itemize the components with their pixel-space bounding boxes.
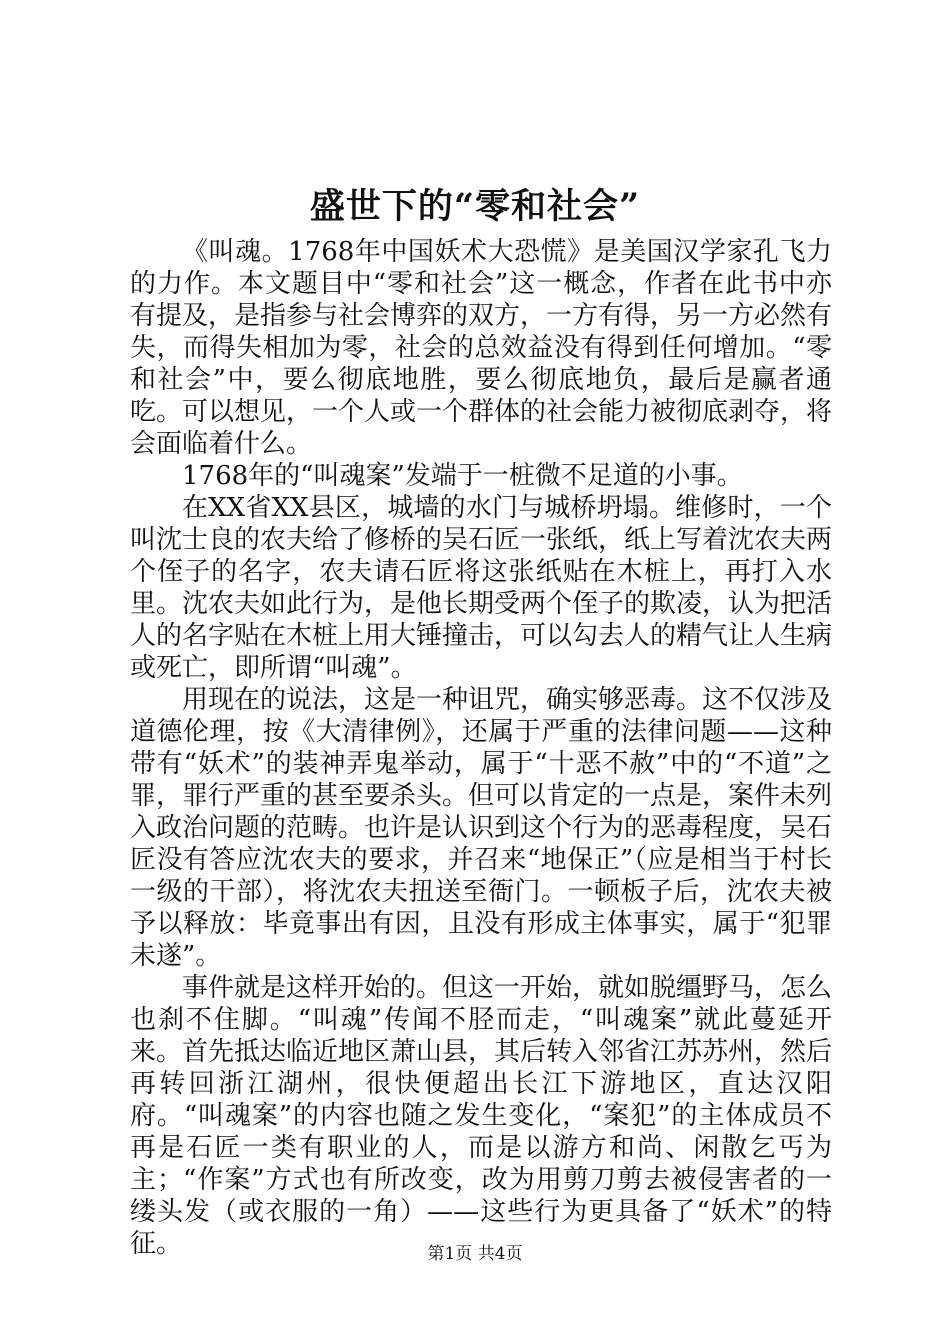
paragraph-3: 在XX省XX县区，城墙的水门与城桥坍塌。维修时，一个叫沈士良的农夫给了修桥的吴石匠一张纸，纸上写着沈农夫两个侄子的名字，农夫请石匠将这张纸贴在木桩上，再打入水里。沈农夫如此行为，是他长期受两个侄子的欺凌，认为把活人的名字贴在木桩上用大锤撞击，可以勾去人的精气让人生病或死亡，即所谓“叫魂”。	[130, 493, 833, 683]
paragraph-1: 《叫魂。1768年中国妖术大恐慌》是美国汉学家孔飞力的力作。本文题目中“零和社会”这一概念，作者在此书中亦有提及，是指参与社会博弈的双方，一方有得，另一方必然有失，而得失相加为零，社会的总效益没有得到任何增加。“零和社会”中，要么彻底地胜，要么彻底地负，最后是赢者通吃。可以想见，一个人或一个群体的社会能力被彻底剥夺，将会面临着什么。	[130, 237, 833, 459]
paragraph-4: 用现在的说法，这是一种诅咒，确实够恶毒。这不仅涉及道德伦理，按《大清律例》，还属于严重的法律问题——这种带有“妖术”的装神弄鬼举动，属于“十恶不赦”中的“不道”之罪，罪行严重的甚至要杀头。但可以肯定的一点是，案件未列入政治问题的范畴。也许是认识到这个行为的恶毒程度，吴石匠没有答应沈农夫的要求，并召来“地保正”（应是相当于村长一级的干部），将沈农夫扭送至衙门。一顿板子后，沈农夫被予以释放：毕竟事出有因，且没有形成主体事实，属于“犯罪未遂”。	[130, 685, 833, 971]
document-title: 盛世下的“零和社会”	[309, 186, 641, 227]
document-body	[130, 236, 832, 1260]
paragraph-5: 事件就是这样开始的。但这一开始，就如脱缰野马，怎么也刹不住脚。“叫魂”传闻不胫而走，“叫魂案”就此蔓延开来。首先抵达临近地区萧山县，其后转入邻省江苏苏州，然后再转回浙江湖州，很快便超出长江下游地区，直达汉阳府。“叫魂案”的内容也随之发生变化，“案犯”的主体成员不再是石匠一类有职业的人，而是以游方和尚、闲散乞丐为主；“作案”方式也有所改变，改为用剪刀剪去被侵害者的一缕头发（或衣服的一角）——这些行为更具备了“妖术”的特征。	[130, 973, 833, 1259]
page-number-footer: 第1页 共4页	[427, 1244, 523, 1264]
paragraph-2: 1768年的“叫魂案”发端于一桩微不足道的小事。	[182, 461, 743, 491]
